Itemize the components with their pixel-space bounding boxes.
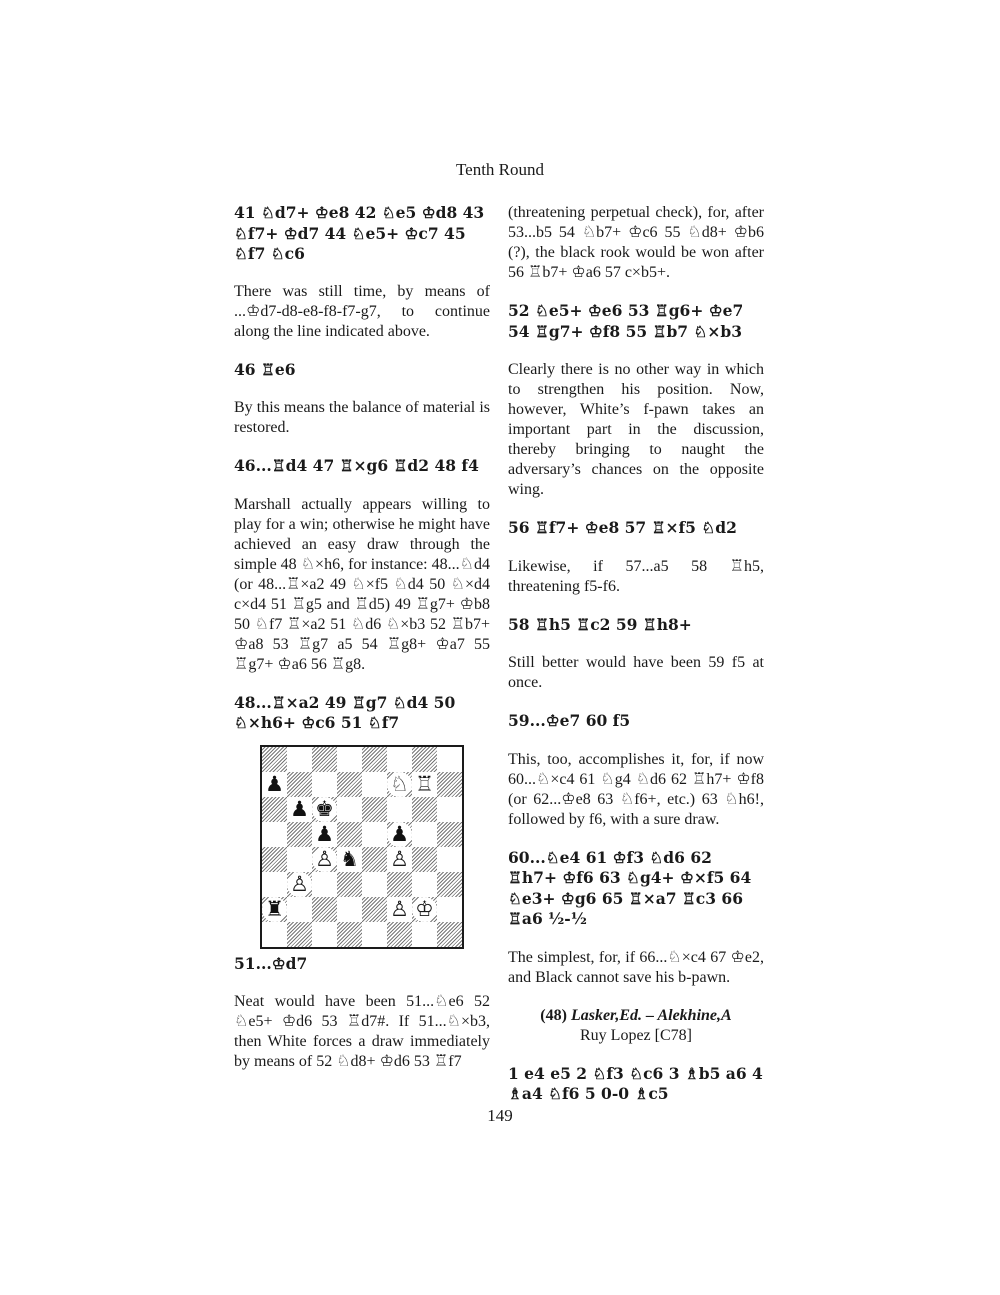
board-square-h4 bbox=[437, 847, 462, 872]
white-piece-f7: ♘ bbox=[387, 772, 412, 797]
white-piece-f4: ♙ bbox=[387, 847, 412, 872]
board-square-f6 bbox=[387, 797, 412, 822]
annotation: Still better would have been 59 f5 at once. bbox=[508, 654, 764, 691]
board-square-a8 bbox=[262, 747, 287, 772]
board-square-b4 bbox=[287, 847, 312, 872]
board-square-a3 bbox=[262, 872, 287, 897]
board-square-d8 bbox=[337, 747, 362, 772]
board-square-a1 bbox=[262, 922, 287, 947]
board-square-h8 bbox=[437, 747, 462, 772]
board-square-e8 bbox=[362, 747, 387, 772]
game-opening: Ruy Lopez [C78] bbox=[580, 1026, 692, 1044]
board-square-a4 bbox=[262, 847, 287, 872]
board-square-h7 bbox=[437, 772, 462, 797]
chess-board bbox=[260, 745, 464, 949]
board-square-h3 bbox=[437, 872, 462, 897]
board-square-d6 bbox=[337, 797, 362, 822]
move-text: 51...♔d7 bbox=[234, 953, 308, 973]
board-square-c5 bbox=[312, 822, 337, 847]
annotation: Neat would have been 51...♘e6 52 ♘e5+ ♔d6 53 ♖d7#. If 51...♘×b3, then White forces a draw immediately by means of 52 ♘d8+ ♔d6 53 ♖f7 bbox=[234, 993, 490, 1070]
black-piece-a7: ♟ bbox=[262, 772, 287, 797]
annotation: Likewise, if 57...a5 58 ♖h5, threatening f5-f6. bbox=[508, 557, 764, 595]
board-square-d7 bbox=[337, 772, 362, 797]
board-square-g5 bbox=[412, 822, 437, 847]
board-square-c4 bbox=[312, 847, 337, 872]
board-square-d5 bbox=[337, 822, 362, 847]
black-piece-f5: ♟ bbox=[387, 822, 412, 847]
board-square-c1 bbox=[312, 922, 337, 947]
black-piece-b6: ♟ bbox=[287, 797, 312, 822]
board-square-g7 bbox=[412, 772, 437, 797]
board-square-c3 bbox=[312, 872, 337, 897]
move-text: 1 e4 e5 2 ♘f3 ♘c6 3 ♗b5 a6 4 ♗a4 ♘f6 5 0-0 ♗c5 bbox=[508, 1063, 763, 1103]
annotation: Marshall actually appears willing to play for a win; otherwise he might have achieved an easy draw through the simple 48 ♘×h6, for instance: 48...♘d4 (or 48...♖×a2 49 ♘×f5 ♘d4 50 ♘×d4 c×d4 51 ♖g5 and ♖d5) 49 ♖g7+ ♔b8 50 ♘f7 ♖×a2 51 ♘d6 ♘×b3 52 ♖b7+ ♔a8 53 ♖g7 a5 54 ♖g8+ ♔a7 55 ♖g7+ ♔a6 56 ♖g8. bbox=[234, 495, 490, 673]
board-square-e4 bbox=[362, 847, 387, 872]
board-square-a6 bbox=[262, 797, 287, 822]
board-square-d4 bbox=[337, 847, 362, 872]
annotation: There was still time, by means of ...♔d7-d8-e8-f8-f7-g7, to continue along the line indicated above. bbox=[234, 282, 490, 340]
board-square-h1 bbox=[437, 922, 462, 947]
board-square-a2 bbox=[262, 897, 287, 922]
game-header bbox=[508, 1006, 764, 1026]
board-square-c8 bbox=[312, 747, 337, 772]
board-square-d1 bbox=[337, 922, 362, 947]
game-number: (48) bbox=[540, 1006, 567, 1024]
board-square-d2 bbox=[337, 897, 362, 922]
move-text: 48...♖×a2 49 ♖g7 ♘d4 50 ♘×h6+ ♔c6 51 ♘f7 bbox=[234, 692, 456, 732]
board-square-e7 bbox=[362, 772, 387, 797]
board-square-b7 bbox=[287, 772, 312, 797]
board-square-f1 bbox=[387, 922, 412, 947]
white-piece-b3: ♙ bbox=[287, 872, 312, 897]
board-square-f4 bbox=[387, 847, 412, 872]
board-square-b2 bbox=[287, 897, 312, 922]
black-piece-d4: ♞ bbox=[337, 847, 362, 872]
game-players: Lasker,Ed. – Alekhine,A bbox=[570, 1006, 732, 1024]
board-square-g8 bbox=[412, 747, 437, 772]
black-piece-c5: ♟ bbox=[312, 822, 337, 847]
left-column bbox=[234, 203, 490, 1072]
board-square-f2 bbox=[387, 897, 412, 922]
board-square-f5 bbox=[387, 822, 412, 847]
white-piece-g7: ♖ bbox=[412, 772, 437, 797]
chess-diagram bbox=[234, 734, 490, 954]
annotation: This, too, accomplishes it, for, if now 60...♘×c4 61 ♘g4 ♘d6 62 ♖h7+ ♔f8 (or 62...♔e8 63 ♘f6+, etc.) 63 ♘h6!, followed by f6, with a sure draw. bbox=[508, 750, 764, 828]
board-square-f7 bbox=[387, 772, 412, 797]
board-square-g4 bbox=[412, 847, 437, 872]
white-piece-g2: ♔ bbox=[412, 897, 437, 922]
move-text: 56 ♖f7+ ♔e8 57 ♖×f5 ♘d2 bbox=[508, 518, 737, 537]
move-text: 41 ♘d7+ ♔e8 42 ♘e5 ♔d8 43 ♘f7+ ♔d7 44 ♘e5+ ♔c7 45 ♘f7 ♘c6 bbox=[234, 203, 485, 263]
page-number: 149 bbox=[487, 1106, 513, 1125]
annotation: Clearly there is no other way in which to strengthen his position. Now, however, White’s f-pawn takes an important part in the discussion, thereby bringing to naught the adversary’s chances on the opposite wing. bbox=[508, 361, 764, 498]
board-square-c7 bbox=[312, 772, 337, 797]
board-square-e3 bbox=[362, 872, 387, 897]
board-square-f3 bbox=[387, 872, 412, 897]
board-square-d3 bbox=[337, 872, 362, 897]
board-square-a5 bbox=[262, 822, 287, 847]
right-column bbox=[508, 203, 764, 1105]
board-square-e6 bbox=[362, 797, 387, 822]
board-square-h6 bbox=[437, 797, 462, 822]
board-square-b5 bbox=[287, 822, 312, 847]
board-square-h2 bbox=[437, 897, 462, 922]
move-text: 60...♘e4 61 ♔f3 ♘d6 62 ♖h7+ ♔f6 63 ♘g4+ ♔×f5 64 ♘e3+ ♔g6 65 ♖×a7 ♖c3 66 ♖a6 ½-½ bbox=[508, 847, 752, 928]
board-square-g6 bbox=[412, 797, 437, 822]
board-square-c2 bbox=[312, 897, 337, 922]
board-square-c6 bbox=[312, 797, 337, 822]
board-square-b1 bbox=[287, 922, 312, 947]
running-head: Tenth Round bbox=[455, 160, 545, 179]
move-text: 58 ♖h5 ♖c2 59 ♖h8+ bbox=[508, 614, 692, 634]
black-piece-a2: ♜ bbox=[262, 897, 287, 922]
white-piece-f2: ♙ bbox=[387, 897, 412, 922]
move-text: 46...♖d4 47 ♖×g6 ♖d2 48 f4 bbox=[234, 456, 479, 475]
annotation: The simplest, for, if 66...♘×c4 67 ♔e2, and Black cannot save his b-pawn. bbox=[508, 948, 764, 986]
move-text: 46 ♖e6 bbox=[234, 359, 296, 379]
board-square-f8 bbox=[387, 747, 412, 772]
board-square-b6 bbox=[287, 797, 312, 822]
board-square-e2 bbox=[362, 897, 387, 922]
black-piece-c6: ♚ bbox=[312, 797, 337, 822]
annotation: (threatening perpetual check), for, after 53...b5 54 ♘b7+ ♔c6 55 ♘d8+ ♔b6 (?), the black rook would be won after 56 ♖b7+ ♔a6 57 c×b5+. bbox=[508, 204, 764, 281]
board-square-h5 bbox=[437, 822, 462, 847]
board-square-b8 bbox=[287, 747, 312, 772]
board-square-b3 bbox=[287, 872, 312, 897]
white-piece-c4: ♙ bbox=[312, 847, 337, 872]
board-square-g2 bbox=[412, 897, 437, 922]
annotation: By this means the balance of material is restored. bbox=[234, 399, 490, 436]
board-square-e1 bbox=[362, 922, 387, 947]
move-text: 59...♔e7 60 f5 bbox=[508, 711, 631, 730]
board-square-a7 bbox=[262, 772, 287, 797]
board-square-e5 bbox=[362, 822, 387, 847]
board-square-g3 bbox=[412, 872, 437, 897]
move-text: 52 ♘e5+ ♔e6 53 ♖g6+ ♔e7 54 ♖g7+ ♔f8 55 ♖b7 ♘×b3 bbox=[508, 301, 744, 341]
board-square-g1 bbox=[412, 922, 437, 947]
